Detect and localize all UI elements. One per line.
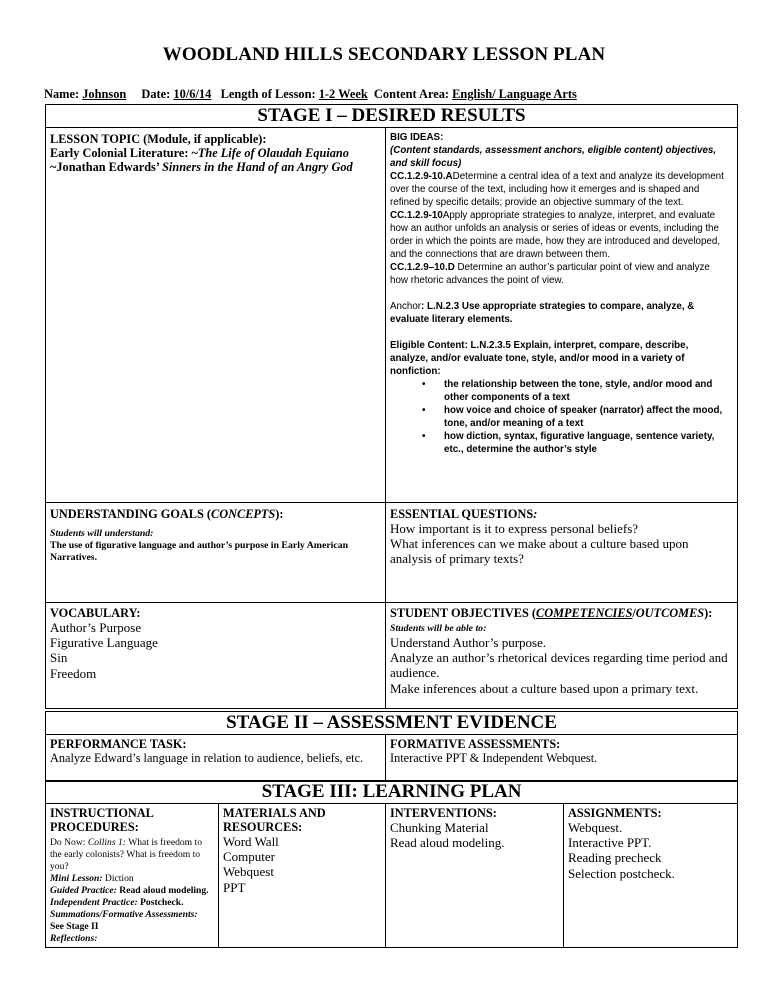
do-now: Do Now: Collins 1: What is freedom to the early colonists? What is freedom to you? bbox=[50, 837, 202, 872]
vocabulary-item: Freedom bbox=[50, 665, 97, 681]
lesson-length: 1-2 Week bbox=[318, 87, 368, 101]
stage2-header: STAGE II – ASSESSMENT EVIDENCE bbox=[46, 712, 738, 735]
length-label: Length of Lesson: bbox=[220, 87, 316, 101]
eligible-content-list bbox=[390, 378, 729, 456]
instructional-procedures-cell bbox=[46, 804, 219, 948]
standard-1: CC.1.2.9-10.ADetermine a central idea of a text and analyze its development over the course of the text, including how it emerges and is shaped and refined by specific details; provide an objective summary of the text. bbox=[390, 171, 724, 208]
independent-practice: Independent Practice: Postcheck. bbox=[50, 897, 184, 908]
performance-task-text: Analyze Edward’s language in relation to audience, beliefs, etc. bbox=[50, 751, 364, 765]
assignment-item: Webquest. bbox=[568, 820, 623, 835]
student-objectives-cell bbox=[386, 603, 738, 709]
stage3-header: STAGE III: LEARNING PLAN bbox=[46, 781, 738, 804]
essential-questions-cell bbox=[386, 503, 738, 603]
understanding-goals-cell bbox=[46, 503, 386, 603]
stage1-table bbox=[45, 104, 738, 709]
standard-2: CC.1.2.9-10Apply appropriate strategies to analyze, interpret, and evaluate how an author unfolds an analysis or series of ideas or events, including the order in which the points are made, how they are introduced and developed, and the connections that are drawn between them. bbox=[390, 210, 721, 260]
eligible-content: Eligible Content: L.N.2.3.5 Explain, interpret, compare, describe, analyze, and/or evaluate tone, style, and/or mood in a variety of nonfiction: bbox=[390, 340, 689, 377]
understanding-goals-label: UNDERSTANDING GOALS (CONCEPTS): bbox=[50, 507, 284, 521]
formative-assessments-label: FORMATIVE ASSESSMENTS: bbox=[390, 737, 561, 751]
assignments-label: ASSIGNMENTS: bbox=[568, 806, 662, 820]
understanding-sub: Students will understand: bbox=[50, 528, 154, 539]
vocabulary-item: Sin bbox=[50, 650, 68, 666]
summations-label: Summations/Formative Assessments: bbox=[50, 909, 198, 920]
lesson-topic-cell bbox=[46, 128, 386, 503]
objective-item: Make inferences about a culture based upon a primary text. bbox=[390, 680, 699, 696]
lesson-topic-line1: Early Colonial Literature: ~The Life of Olaudah Equiano bbox=[50, 146, 349, 160]
assignment-item: Interactive PPT. bbox=[568, 835, 652, 851]
vocabulary-cell bbox=[46, 603, 386, 709]
intervention-item: Chunking Material bbox=[390, 820, 489, 835]
assignments-cell bbox=[564, 804, 738, 948]
content-area-label: Content Area: bbox=[373, 87, 450, 101]
performance-task-cell bbox=[46, 735, 386, 782]
vocabulary-item: Figurative Language bbox=[50, 635, 158, 651]
student-objectives-label: STUDENT OBJECTIVES (COMPETENCIES/OUTCOMES): bbox=[390, 606, 713, 620]
material-item: Webquest bbox=[223, 864, 274, 880]
standard-3: CC.1.2.9–10.D Determine an author’s particular point of view and analyze how rhetoric advances the point of view. bbox=[390, 262, 710, 286]
essential-question-2: What inferences can we make about a culture based upon analysis of primary texts? bbox=[390, 536, 689, 567]
material-item: Computer bbox=[223, 849, 275, 865]
performance-task-label: PERFORMANCE TASK: bbox=[50, 737, 187, 751]
mini-lesson: Mini Lesson: Diction bbox=[50, 873, 134, 884]
document-title: WOODLAND HILLS SECONDARY LESSON PLAN bbox=[162, 44, 606, 65]
objective-item: Understand Author’s purpose. bbox=[390, 635, 547, 650]
stage3-table bbox=[45, 780, 738, 948]
interventions-label: INTERVENTIONS: bbox=[390, 806, 497, 820]
big-ideas-sub: (Content standards, assessment anchors, eligible content) objectives, and skill focus) bbox=[390, 145, 717, 169]
formative-assessments-cell bbox=[386, 735, 738, 782]
anchor: Anchor: L.N.2.3 Use appropriate strategies to compare, analyze, & evaluate literary elements. bbox=[390, 301, 695, 325]
list-item: • how diction, syntax, figurative language, sentence variety, etc., determine the author’s style bbox=[444, 430, 729, 456]
big-ideas-label: BIG IDEAS: bbox=[390, 132, 444, 143]
lesson-date: 10/6/14 bbox=[173, 87, 212, 101]
assignment-item: Selection postcheck. bbox=[568, 865, 675, 881]
stage1-header: STAGE I – DESIRED RESULTS bbox=[46, 105, 738, 128]
reflections-label: Reflections: bbox=[50, 933, 98, 944]
lesson-topic-line2: ~Jonathan Edwards’ Sinners in the Hand of an Angry God bbox=[50, 160, 353, 174]
vocabulary-label: VOCABULARY: bbox=[50, 606, 141, 620]
formative-assessments-text: Interactive PPT & Independent Webquest. bbox=[390, 751, 598, 765]
big-ideas-cell bbox=[386, 128, 738, 503]
lesson-topic-label: LESSON TOPIC (Module, if applicable): bbox=[50, 132, 267, 146]
objective-item: Analyze an author’s rhetorical devices regarding time period and audience. bbox=[390, 650, 728, 681]
understanding-text: The use of figurative language and author’s purpose in Early American Narratives. bbox=[50, 540, 349, 563]
name-label: Name: bbox=[44, 87, 80, 101]
guided-practice: Guided Practice: Read aloud modeling. bbox=[50, 885, 209, 896]
intervention-item: Read aloud modeling. bbox=[390, 835, 505, 851]
objectives-sub: Students will be able to: bbox=[390, 623, 487, 634]
content-area: English/ Language Arts bbox=[452, 87, 577, 101]
list-item: • how voice and choice of speaker (narrator) affect the mood, tone, and/or meaning of a text bbox=[444, 404, 729, 430]
instructional-procedures-label: INSTRUCTIONAL PROCEDURES: bbox=[50, 806, 154, 834]
lesson-meta bbox=[44, 87, 577, 102]
assignment-item: Reading precheck bbox=[568, 850, 662, 866]
interventions-cell bbox=[386, 804, 564, 948]
stage2-table bbox=[45, 711, 738, 782]
essential-questions-label: ESSENTIAL QUESTIONS: bbox=[390, 507, 538, 521]
list-item: • the relationship between the tone, style, and/or mood and other components of a text bbox=[444, 378, 729, 404]
vocabulary-item: Author’s Purpose bbox=[50, 620, 142, 635]
material-item: PPT bbox=[223, 879, 246, 895]
summations-text: See Stage II bbox=[50, 921, 99, 932]
materials-label: MATERIALS AND RESOURCES: bbox=[223, 806, 326, 834]
date-label: Date: bbox=[141, 87, 171, 101]
material-item: Word Wall bbox=[223, 834, 279, 849]
materials-cell bbox=[219, 804, 386, 948]
teacher-name: Johnson bbox=[82, 87, 127, 101]
essential-question-1: How important is it to express personal beliefs? bbox=[390, 521, 639, 536]
